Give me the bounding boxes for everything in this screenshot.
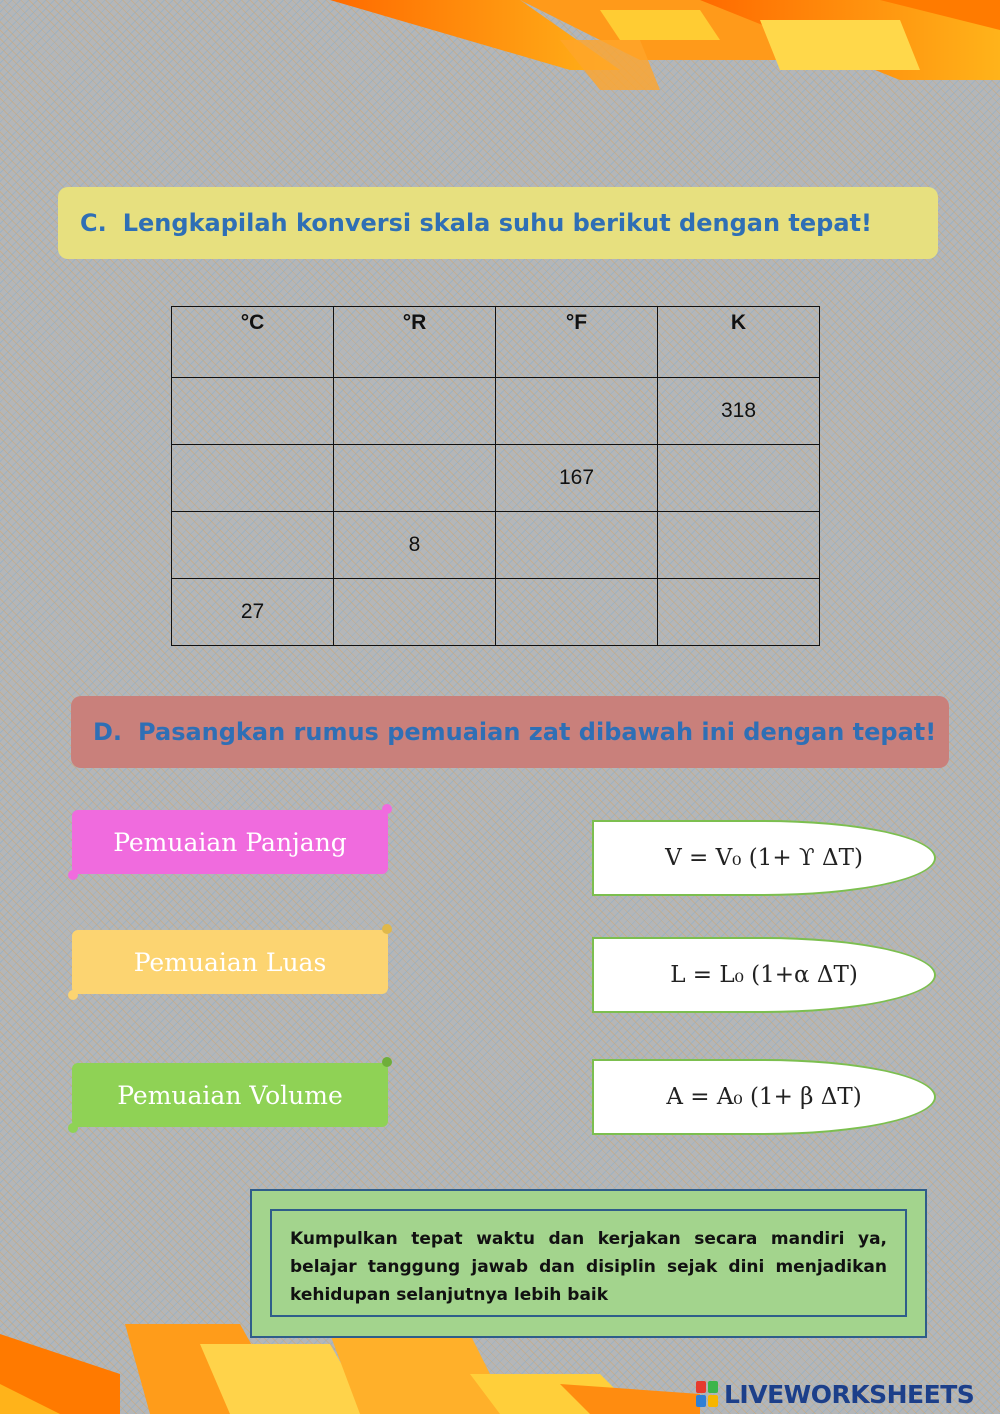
scroll-curl-icon [68, 1123, 78, 1133]
formula-area-target[interactable] [592, 1059, 936, 1135]
table-header-row [172, 307, 820, 378]
given-value-cell: 27 [172, 579, 334, 646]
scroll-curl-icon [382, 1057, 392, 1067]
reminder-note-text: Kumpulkan tepat waktu dan kerjakan secara mandiri ya, belajar tanggung jawab dan disiplin sejak dini menjadikan kehidupan selanjutnya lebih baik [270, 1209, 907, 1317]
label-pemuaian-volume-text: Pemuaian Volume [117, 1080, 343, 1110]
answer-cell[interactable] [658, 579, 820, 646]
scroll-curl-icon [68, 990, 78, 1000]
section-c-title: Lengkapilah konversi skala suhu berikut dengan tepat! [122, 209, 872, 237]
answer-cell[interactable] [172, 445, 334, 512]
liveworksheets-logo [696, 1378, 974, 1410]
answer-cell[interactable] [334, 445, 496, 512]
reminder-note-box [250, 1189, 927, 1338]
given-value-cell: 167 [496, 445, 658, 512]
answer-cell[interactable] [334, 579, 496, 646]
table-row [172, 378, 820, 445]
top-ribbon-decoration [0, 0, 1000, 110]
formula-volume-text: V = V₀ (1+ ϒ ΔT) [665, 845, 863, 871]
formula-length-target[interactable] [592, 937, 936, 1013]
section-c-letter: C. [80, 209, 107, 237]
given-value-cell: 8 [334, 512, 496, 579]
answer-cell[interactable] [496, 378, 658, 445]
formula-length-text: L = L₀ (1+α ΔT) [670, 962, 858, 988]
section-d-heading [71, 696, 949, 768]
answer-cell[interactable] [658, 445, 820, 512]
formula-volume-target[interactable] [592, 820, 936, 896]
answer-cell[interactable] [172, 512, 334, 579]
scroll-curl-icon [382, 924, 392, 934]
header-kelvin: K [658, 307, 820, 378]
label-pemuaian-panjang-text: Pemuaian Panjang [113, 827, 347, 857]
answer-cell[interactable] [172, 378, 334, 445]
section-d-letter: D. [93, 718, 123, 746]
liveworksheets-logo-text: LIVEWORKSHEETS [724, 1379, 975, 1409]
answer-cell[interactable] [658, 512, 820, 579]
section-d-title: Pasangkan rumus pemuaian zat dibawah ini dengan tepat! [138, 718, 937, 746]
label-pemuaian-luas[interactable] [72, 930, 388, 994]
header-celsius: °C [172, 307, 334, 378]
formula-area-text: A = A₀ (1+ β ΔT) [666, 1084, 862, 1110]
label-pemuaian-luas-text: Pemuaian Luas [133, 947, 327, 977]
temperature-conversion-table [171, 306, 820, 646]
table-row [172, 445, 820, 512]
label-pemuaian-volume[interactable] [72, 1063, 388, 1127]
answer-cell[interactable] [334, 378, 496, 445]
given-value-cell: 318 [658, 378, 820, 445]
table-row [172, 512, 820, 579]
header-fahrenheit: °F [496, 307, 658, 378]
scroll-curl-icon [68, 870, 78, 880]
header-reamur: °R [334, 307, 496, 378]
answer-cell[interactable] [496, 579, 658, 646]
liveworksheets-logo-icon [696, 1381, 718, 1407]
scroll-curl-icon [382, 804, 392, 814]
answer-cell[interactable] [496, 512, 658, 579]
table-row [172, 579, 820, 646]
label-pemuaian-panjang[interactable] [72, 810, 388, 874]
section-c-heading [58, 187, 938, 259]
